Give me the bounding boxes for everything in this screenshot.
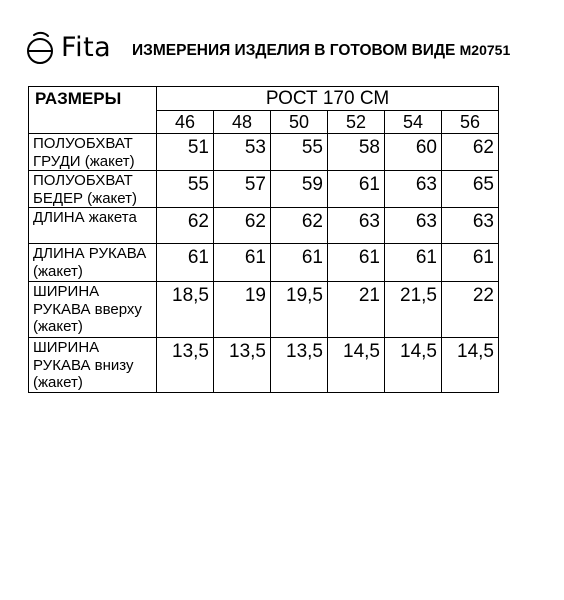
height-header: РОСТ 170 СМ (157, 87, 499, 111)
value-cell: 14,5 (328, 338, 385, 393)
value-cell: 63 (385, 171, 442, 208)
value-cell: 22 (442, 282, 499, 338)
value-cell: 58 (328, 134, 385, 171)
value-cell: 61 (385, 244, 442, 282)
table-row (29, 134, 499, 171)
value-cell: 61 (214, 244, 271, 282)
value-cell: 61 (328, 171, 385, 208)
row-label: ДЛИНА РУКАВА (жакет) (29, 244, 157, 282)
value-cell: 21 (328, 282, 385, 338)
size-cell: 46 (157, 111, 214, 134)
value-cell: 61 (442, 244, 499, 282)
value-cell: 55 (271, 134, 328, 171)
value-cell: 61 (271, 244, 328, 282)
value-cell: 18,5 (157, 282, 214, 338)
table-row (29, 338, 499, 393)
size-cell: 54 (385, 111, 442, 134)
brand-name: Fita (61, 32, 112, 63)
value-cell: 62 (214, 208, 271, 244)
sizes-header: РАЗМЕРЫ (29, 87, 157, 134)
size-cell: 50 (271, 111, 328, 134)
value-cell: 61 (328, 244, 385, 282)
value-cell: 14,5 (385, 338, 442, 393)
value-cell: 19,5 (271, 282, 328, 338)
value-cell: 14,5 (442, 338, 499, 393)
value-cell: 55 (157, 171, 214, 208)
value-cell: 57 (214, 171, 271, 208)
value-cell: 53 (214, 134, 271, 171)
size-cell: 48 (214, 111, 271, 134)
size-cell: 56 (442, 111, 499, 134)
page-title (132, 42, 510, 60)
row-label: ШИРИНА РУКАВА вверху (жакет) (29, 282, 157, 338)
value-cell: 62 (442, 134, 499, 171)
value-cell: 13,5 (214, 338, 271, 393)
value-cell: 62 (271, 208, 328, 244)
brand-logo (24, 30, 124, 66)
row-label: ШИРИНА РУКАВА внизу (жакет) (29, 338, 157, 393)
value-cell: 59 (271, 171, 328, 208)
measurements-table (28, 86, 499, 393)
value-cell: 61 (157, 244, 214, 282)
value-cell: 63 (442, 208, 499, 244)
table-row (29, 282, 499, 338)
value-cell: 13,5 (157, 338, 214, 393)
value-cell: 63 (328, 208, 385, 244)
row-label: ПОЛУОБХВАТ БЕДЕР (жакет) (29, 171, 157, 208)
value-cell: 63 (385, 208, 442, 244)
value-cell: 62 (157, 208, 214, 244)
row-label: ДЛИНА жакета (29, 208, 157, 244)
table-row (29, 244, 499, 282)
value-cell: 51 (157, 134, 214, 171)
table-row (29, 208, 499, 244)
value-cell: 60 (385, 134, 442, 171)
value-cell: 21,5 (385, 282, 442, 338)
page-header (24, 28, 544, 68)
value-cell: 19 (214, 282, 271, 338)
size-cell: 52 (328, 111, 385, 134)
value-cell: 65 (442, 171, 499, 208)
row-label: ПОЛУОБХВАТ ГРУДИ (жакет) (29, 134, 157, 171)
table-row (29, 171, 499, 208)
model-code: М20751 (459, 42, 511, 58)
fita-logo-icon (24, 30, 60, 66)
value-cell: 13,5 (271, 338, 328, 393)
title-text: ИЗМЕРЕНИЯ ИЗДЕЛИЯ В ГОТОВОМ ВИДЕ (132, 42, 456, 59)
header-row (29, 87, 499, 111)
